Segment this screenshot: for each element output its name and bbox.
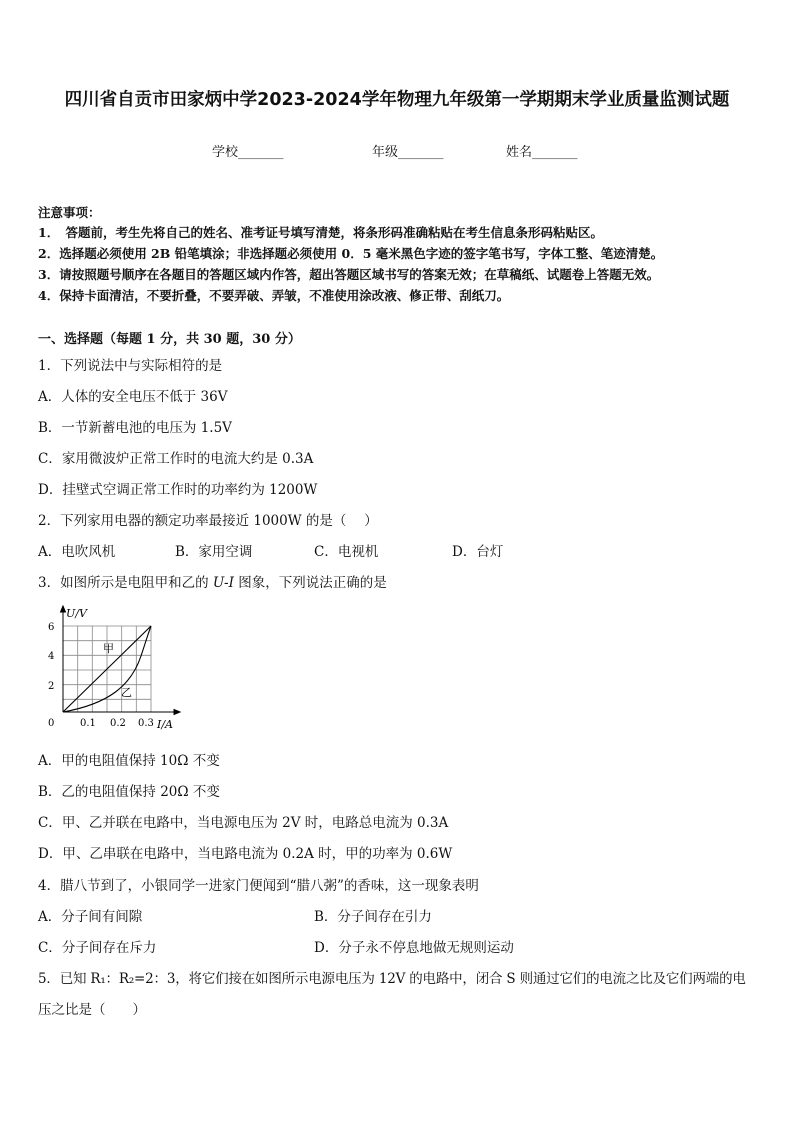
question-5-stem-continued: 压之比是（ ） [38,1002,146,1018]
question-5-stem: 5．已知 R₁：R₂=2：3，将它们接在如图所示电源电压为 12V 的电路中，闭合 S 则通过它们的电流之比及它们两端的电 [38,971,746,987]
question-4-option-a: A．分子间有间隙 [38,909,143,925]
question-2-option-a: A．电吹风机 [38,544,116,560]
label-jia: 甲 [103,642,114,655]
question-1-stem: 1．下列说法中与实际相符的是 [38,358,223,374]
question-4-stem: 4．腊八节到了，小银同学一进家门便闻到“腊八粥”的香味，这一现象表明 [38,878,479,894]
x-tick-label: 0.1 [80,718,96,729]
grade-field: 年级_______ [372,145,444,160]
x-tick-label: 0.2 [110,718,126,729]
exam-title: 四川省自贡市田家炳中学2023-2024学年物理九年级第一学期期末学业质量监测试题 [64,90,730,110]
question-4-option-c: C．分子间存在斥力 [38,940,157,956]
notice-heading: 注意事项： [38,205,101,220]
label-yi: 乙 [121,686,132,699]
x-tick-label: 0.3 [138,718,154,729]
x-tick-label: 0 [48,718,55,729]
y-tick-label: 4 [48,651,55,662]
notice-item: 4．保持卡面清洁，不要折叠，不要弄破、弄皱，不准使用涂改液、修正带、刮纸刀。 [38,288,510,303]
question-4-option-d: D．分子永不停息地做无规则运动 [314,940,514,956]
y-tick-label: 6 [48,622,55,633]
question-3-stem-text: 图象，下列说法正确的是 [233,575,387,591]
y-axis-label: U/V [66,607,87,620]
question-1-option-c: C．家用微波炉正常工作时的电流大约是 0.3A [38,451,314,467]
y-tick-label: 2 [48,681,55,692]
question-3-option-d: D．甲、乙串联在电路中，当电路电流为 0.2A 时，甲的功率为 0.6W [38,846,453,862]
question-1-option-b: B．一节新蓄电池的电压为 1.5V [38,420,232,436]
ui-graph [36,604,186,734]
question-3-stem-text: 3．如图所示是电阻甲和乙的 [38,575,213,591]
question-1-option-a: A．人体的安全电压不低于 36V [38,389,228,405]
question-3-option-a: A．甲的电阻值保持 10Ω 不变 [38,753,220,769]
name-field: 姓名_______ [506,145,578,160]
question-3-stem [38,571,387,591]
question-1-option-d: D．挂壁式空调正常工作时的功率约为 1200W [38,482,318,498]
notice-item: 3．请按照题号顺序在各题目的答题区域内作答，超出答题区域书写的答案无效；在草稿纸、试题卷上答题无效。 [38,267,660,282]
question-2-stem: 2．下列家用电器的额定功率最接近 1000W 的是（ ） [38,513,378,529]
question-2-option-d: D．台灯 [452,544,504,560]
question-4-option-b: B．分子间存在引力 [314,909,432,925]
question-2-option-b: B．家用空调 [175,544,253,560]
school-field: 学校_______ [212,145,284,160]
question-3-stem-ui: U-I [212,575,234,591]
section-heading: 一、选择题（每题 1 分，共 30 题，30 分） [38,332,301,347]
question-3-option-b: B．乙的电阻值保持 20Ω 不变 [38,784,220,800]
notice-item: 1． 答题前，考生先将自己的姓名、准考证号填写清楚，将条形码准确粘贴在考生信息条形码粘贴区。 [38,225,603,240]
question-2-option-c: C．电视机 [314,544,379,560]
notice-item: 2．选择题必须使用 2B 铅笔填涂；非选择题必须使用 0．5 毫米黑色字迹的签字笔书写，字体工整、笔迹清楚。 [38,246,664,261]
question-3-option-c: C．甲、乙并联在电路中，当电源电压为 2V 时，电路总电流为 0.3A [38,815,449,831]
x-axis-label: I/A [157,718,173,731]
